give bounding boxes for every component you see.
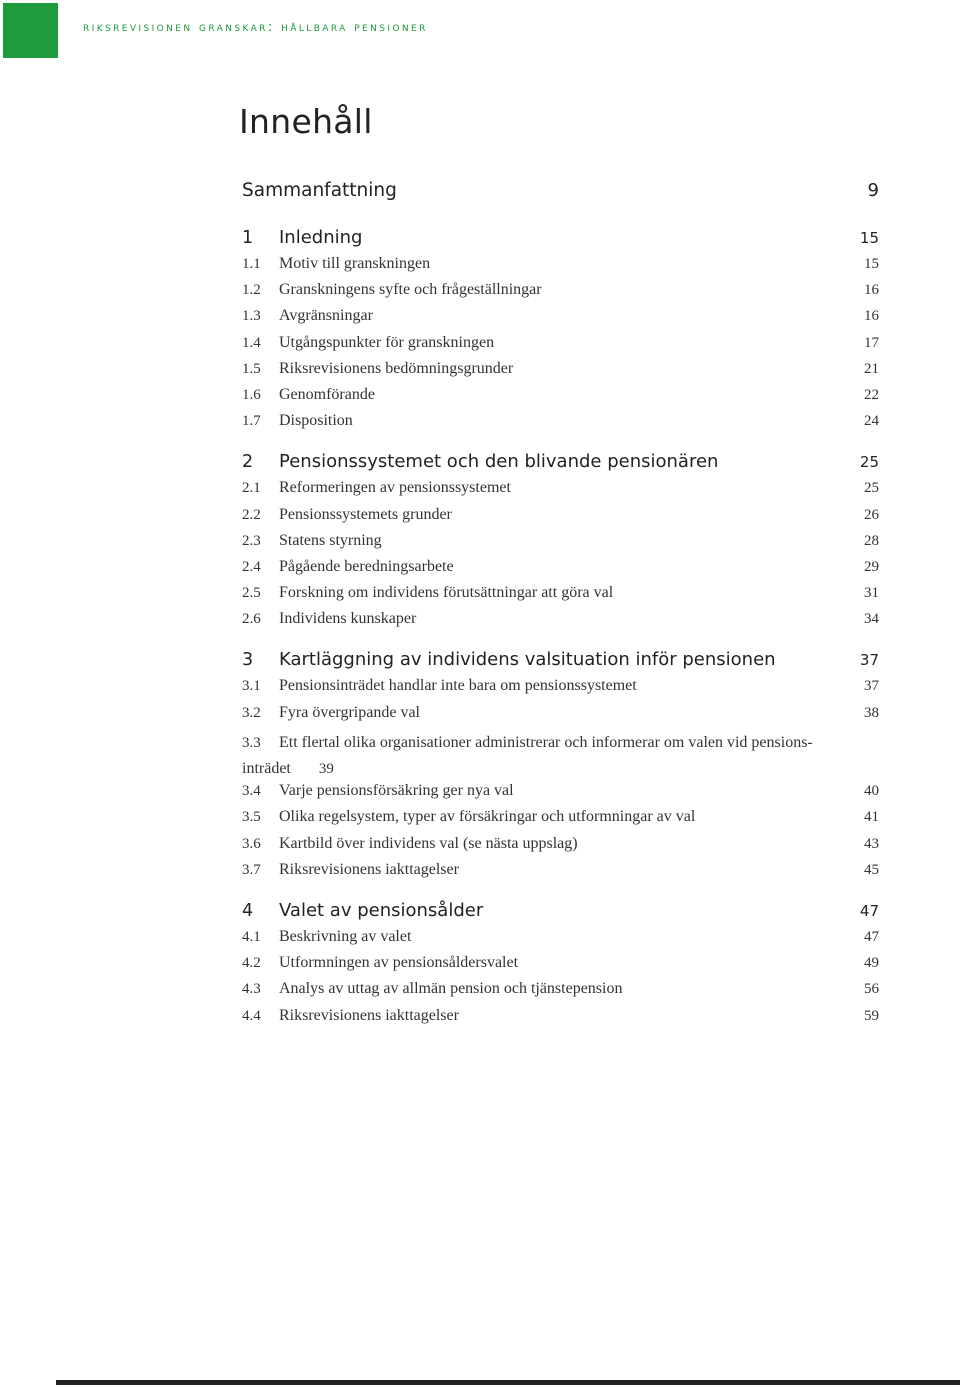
toc-section[interactable] xyxy=(242,835,879,861)
toc-section[interactable] xyxy=(242,782,879,808)
chapter-page: 15 xyxy=(859,229,879,247)
wrapped-line-2 xyxy=(242,756,879,782)
section-number: 3.5 xyxy=(242,809,261,826)
section-title-line-1: Ett flertal olika organisationer administrerar och informerar om valen vid pensions- xyxy=(279,733,813,751)
section-number: 4.1 xyxy=(242,928,261,945)
section-page: 38 xyxy=(864,704,879,721)
section-number: 1.4 xyxy=(242,334,261,351)
section-page: 16 xyxy=(864,308,879,325)
chapter-page: 25 xyxy=(859,453,879,472)
section-number: 3.1 xyxy=(242,678,261,695)
section-page: 31 xyxy=(864,585,879,602)
section-page: 59 xyxy=(864,1007,879,1024)
toc-section[interactable] xyxy=(242,479,879,505)
section-page: 15 xyxy=(864,256,879,272)
section-page: 37 xyxy=(864,678,879,695)
section-title: Olika regelsystem, typer av försäkringar och utformningar av val xyxy=(279,808,696,826)
section-title-line-2: inträdet xyxy=(242,760,291,778)
brand-square xyxy=(3,3,58,58)
toc-chapter-heading[interactable] xyxy=(242,900,879,928)
chapter-number: 3 xyxy=(242,650,254,671)
toc-section[interactable] xyxy=(242,360,879,386)
section-page: 40 xyxy=(864,783,879,800)
toc-chapter-3 xyxy=(242,649,879,887)
toc-entry-summary[interactable] xyxy=(242,180,879,214)
section-number: 1.3 xyxy=(242,308,261,325)
section-number: 1.7 xyxy=(242,413,261,430)
section-number: 3.6 xyxy=(242,835,261,852)
page-title: Innehåll xyxy=(239,102,373,141)
chapter-title: Inledning xyxy=(279,227,363,248)
toc-chapter-heading[interactable] xyxy=(242,227,879,255)
section-title: Forskning om individens förutsättningar att göra val xyxy=(279,584,614,602)
toc-section[interactable] xyxy=(242,386,879,412)
wrapped-line-1 xyxy=(242,730,879,756)
section-page: 21 xyxy=(864,360,879,377)
toc-chapter-heading[interactable] xyxy=(242,451,879,479)
section-page: 34 xyxy=(864,611,879,628)
section-number: 2.3 xyxy=(242,532,261,549)
section-title: Genomförande xyxy=(279,385,375,403)
section-number: 2.5 xyxy=(242,585,261,602)
toc-section[interactable] xyxy=(242,980,879,1006)
section-title: Riksrevisionens iakttagelser xyxy=(279,1006,459,1024)
section-title: Analys av uttag av allmän pension och tjänstepension xyxy=(279,980,623,998)
toc-section[interactable] xyxy=(242,532,879,558)
section-page: 25 xyxy=(864,480,879,497)
section-number: 1.2 xyxy=(242,282,261,299)
toc-section[interactable] xyxy=(242,281,879,307)
section-title: Granskningens syfte och frågeställningar xyxy=(279,281,542,299)
section-page: 41 xyxy=(864,809,879,826)
section-number: 2.6 xyxy=(242,611,261,628)
section-page: 28 xyxy=(864,532,879,549)
section-page: 22 xyxy=(864,386,879,403)
section-page: 26 xyxy=(864,506,879,523)
section-page: 47 xyxy=(864,928,879,945)
section-number: 4.2 xyxy=(242,955,261,972)
toc-section[interactable] xyxy=(242,704,879,730)
chapter-number: 1 xyxy=(242,228,254,248)
section-number: 4.3 xyxy=(242,981,261,998)
section-title: Individens kunskaper xyxy=(279,610,417,628)
section-title: Pensionsinträdet handlar inte bara om pensionssystemet xyxy=(279,677,637,695)
chapter-page: 37 xyxy=(859,651,879,670)
section-title: Reformeringen av pensionssystemet xyxy=(279,479,511,497)
section-title: Utgångspunkter för granskningen xyxy=(279,333,495,351)
toc-chapter-heading[interactable] xyxy=(242,649,879,677)
chapter-page: 47 xyxy=(859,901,879,920)
section-number: 3.7 xyxy=(242,861,261,878)
toc-chapter-4 xyxy=(242,900,879,1033)
section-title: Utformningen av pensionsåldersvalet xyxy=(279,954,519,972)
toc-section[interactable] xyxy=(242,1007,879,1033)
section-number: 3.4 xyxy=(242,783,261,800)
toc-section[interactable] xyxy=(242,584,879,610)
section-title: Disposition xyxy=(279,412,353,430)
section-page: 45 xyxy=(864,861,879,878)
section-page: 49 xyxy=(864,955,879,972)
section-title: Varje pensionsförsäkring ger nya val xyxy=(279,782,514,800)
toc-section[interactable] xyxy=(242,412,879,438)
section-number: 1.1 xyxy=(242,256,261,272)
section-page: 39 xyxy=(318,761,334,778)
section-number: 2.4 xyxy=(242,558,261,575)
section-page: 24 xyxy=(864,413,879,430)
section-title: Kartbild över individens val (se nästa uppslag) xyxy=(279,834,578,852)
toc-chapter-2 xyxy=(242,451,879,636)
section-number: 4.4 xyxy=(242,1007,261,1024)
toc-section[interactable] xyxy=(242,677,879,703)
section-title: Riksrevisionens iakttagelser xyxy=(279,860,459,878)
chapter-number: 4 xyxy=(242,900,254,921)
chapter-title: Pensionssystemet och den blivande pensionären xyxy=(279,451,719,473)
toc-section[interactable] xyxy=(242,954,879,980)
toc-section-wrapped[interactable] xyxy=(242,730,879,782)
section-page: 16 xyxy=(864,282,879,299)
chapter-number: 2 xyxy=(242,452,254,473)
toc-entry-page: 9 xyxy=(867,180,879,201)
bottom-rule xyxy=(56,1380,960,1385)
section-number: 1.6 xyxy=(242,386,261,403)
section-number: 2.1 xyxy=(242,480,261,497)
section-number: 1.5 xyxy=(242,360,261,377)
section-title: Avgränsningar xyxy=(279,307,373,325)
toc-chapter-1 xyxy=(242,227,879,438)
toc-section[interactable] xyxy=(242,255,879,281)
section-page: 56 xyxy=(864,981,879,998)
toc-section[interactable] xyxy=(242,307,879,333)
section-title: Pensionssystemets grunder xyxy=(279,505,452,523)
section-number: 3.2 xyxy=(242,704,261,721)
section-title: Motiv till granskningen xyxy=(279,255,431,272)
toc-section[interactable] xyxy=(242,928,879,954)
section-page: 43 xyxy=(864,835,879,852)
running-header: riksrevisionen granskar: hållbara pensioner xyxy=(83,20,428,35)
section-page: 17 xyxy=(864,334,879,351)
section-title: Pågående beredningsarbete xyxy=(279,557,454,575)
section-title: Riksrevisionens bedömningsgrunder xyxy=(279,359,514,377)
section-title: Fyra övergripande val xyxy=(279,703,420,721)
section-title: Beskrivning av valet xyxy=(279,927,412,945)
toc-section[interactable] xyxy=(242,506,879,532)
section-number: 2.2 xyxy=(242,506,261,523)
toc-section[interactable] xyxy=(242,610,879,636)
toc-entry-label: Sammanfattning xyxy=(242,180,397,201)
chapter-title: Kartläggning av individens valsituation inför pensionen xyxy=(279,649,776,671)
toc-section[interactable] xyxy=(242,808,879,834)
table-of-contents xyxy=(242,180,879,1033)
section-title: Statens styrning xyxy=(279,531,382,549)
toc-section[interactable] xyxy=(242,558,879,584)
toc-section[interactable] xyxy=(242,861,879,887)
toc-section[interactable] xyxy=(242,334,879,360)
section-page: 29 xyxy=(864,558,879,575)
chapter-title: Valet av pensionsålder xyxy=(279,899,484,921)
section-number: 3.3 xyxy=(242,734,261,751)
